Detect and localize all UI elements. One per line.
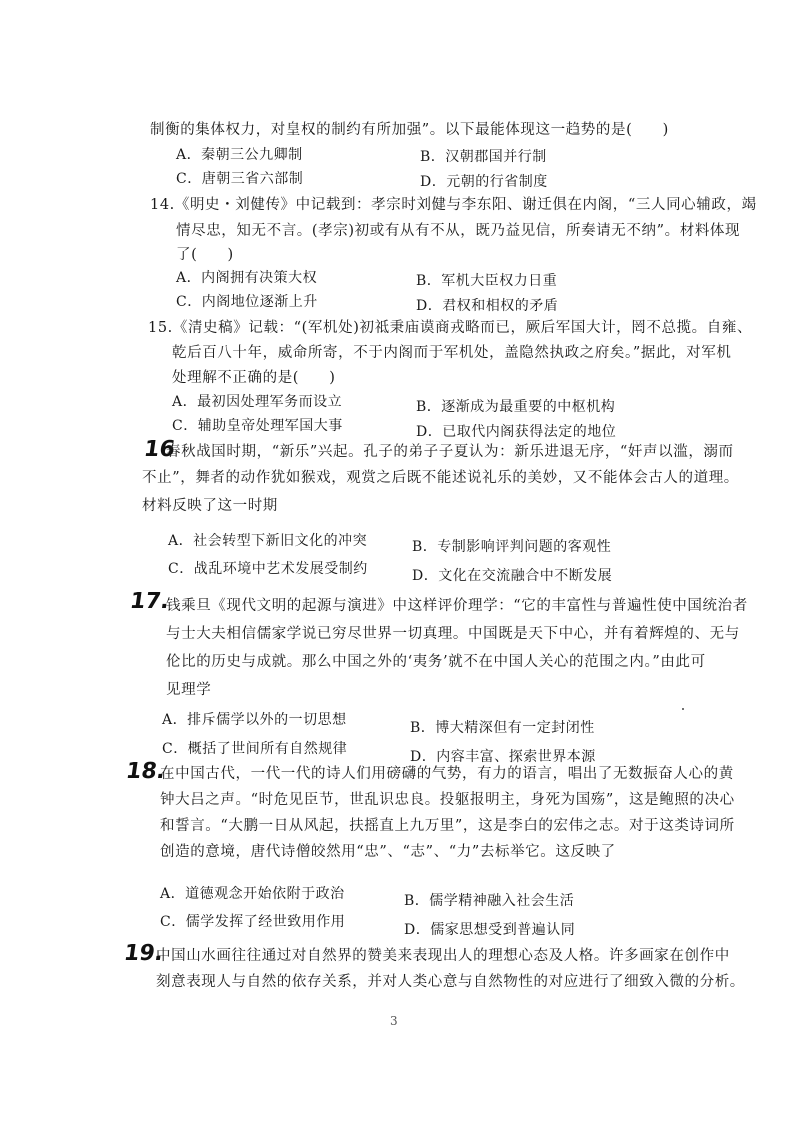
question-17-option-b[interactable]: B．博大精深但有一定封闭性: [410, 720, 595, 736]
question-15-stem-line-2: 乾后百八十年，威命所寄，不于内阁而于军机处，盖隐然执政之府矣。”据此，对军机: [172, 345, 732, 361]
question-18-number-handwritten: 18.: [124, 759, 167, 784]
question-18-stem-line-2: 钟大吕之声。“时危见臣节，世乱识忠良。投躯报明主，身死为国殇”，这是鲍照的决心: [160, 792, 735, 808]
question-18-option-a[interactable]: A．道德观念开始依附于政治: [160, 886, 345, 902]
question-16-number-handwritten: 16: [142, 437, 177, 462]
question-17-stem-line-1: 钱乘旦《现代文明的起源与演进》中这样评价理学：“它的丰富性与普遍性使中国统治者: [166, 598, 748, 614]
question-18-option-c[interactable]: C．儒学发挥了经世致用作用: [160, 914, 346, 930]
question-16-option-d[interactable]: D．文化在交流融合中不断发展: [412, 568, 613, 584]
question-17-stem-line-4: 见理学: [166, 682, 212, 698]
question-17-option-d[interactable]: D．内容丰富、探索世界本源: [410, 749, 596, 765]
question-16-stem-line-1: 春秋战国时期，“新乐”兴起。孔子的弟子子夏认为：新乐进退无序，“奸声以滥，溺而: [166, 444, 734, 460]
question-13-option-a[interactable]: A．秦朝三公九卿制: [176, 147, 303, 163]
question-16-stem-line-2: 不止”，舞者的动作犹如猴戏，观赏之后既不能述说礼乐的美妙，又不能体会古人的道理。: [142, 470, 739, 486]
question-19-number-handwritten: 19.: [122, 941, 165, 966]
question-14-stem-line-2: 情尽忠，知无不言。(孝宗)初或有从有不从，既乃益见信，所奏请无不纳”。材料体现: [176, 223, 741, 239]
question-14-option-c[interactable]: C．内阁地位逐渐上升: [176, 294, 318, 310]
question-16-option-c[interactable]: C．战乱环境中艺术发展受制约: [168, 561, 368, 577]
question-13-stem-line-1: 制衡的集体权力，对皇权的制约有所加强”。以下最能体现这一趋势的是( ): [150, 122, 669, 138]
question-18-stem-line-3: 和誓言。“大鹏一日从风起，扶摇直上九万里”，这是李白的宏伟之志。对于这类诗词所: [160, 818, 735, 834]
question-17-option-a[interactable]: A．排斥儒学以外的一切思想: [162, 712, 347, 728]
scan-speck: [682, 708, 684, 710]
question-13-option-b[interactable]: B．汉朝郡国并行制: [420, 149, 547, 165]
question-17-number-handwritten: 17.: [128, 589, 171, 614]
question-17-stem-line-2: 与士大夫相信儒家学说已穷尽世界一切真理。中国既是天下中心，并有着辉煌的、无与: [166, 626, 740, 642]
question-15-option-a[interactable]: A．最初因处理军务而设立: [172, 394, 343, 410]
question-15-option-d[interactable]: D．已取代内阁获得法定的地位: [416, 424, 617, 440]
question-18-stem-line-1: 在中国古代，一代一代的诗人们用磅礴的气势，有力的语言，唱出了无数振奋人心的黄: [160, 766, 734, 782]
question-19-stem-line-2: 刻意表现人与自然的依存关系，并对人类心意与自然物性的对应进行了细致入微的分析。: [156, 974, 745, 990]
question-14-option-b[interactable]: B．军机大臣权力日重: [416, 273, 558, 289]
question-16-stem-line-3: 材料反映了这一时期: [142, 498, 278, 514]
question-13-option-d[interactable]: D．元朝的行省制度: [420, 174, 548, 190]
question-16-option-a[interactable]: A．社会转型下新旧文化的冲突: [168, 533, 368, 549]
question-17-stem-line-3: 伦比的历史与成就。那么中国之外的‘夷务’就不在中国人关心的范围之内。”由此可: [166, 654, 706, 670]
question-15-stem-line-3: 处理解不正确的是( ): [172, 370, 336, 386]
question-14-option-d[interactable]: D．君权和相权的矛盾: [416, 298, 559, 314]
page-number: 3: [390, 1014, 398, 1028]
question-18-option-d[interactable]: D．儒家思想受到普遍认同: [404, 922, 576, 938]
question-17-option-c[interactable]: C．概括了世间所有自然规律: [162, 741, 348, 757]
question-14-stem-line-3: 了( ): [176, 247, 234, 263]
question-14-stem-line-1: 14.《明史・刘健传》中记载到：孝宗时刘健与李东阳、谢迁俱在内阁，“三人同心辅政，竭: [150, 197, 757, 213]
question-14-option-a[interactable]: A．内阁拥有决策大权: [176, 270, 318, 286]
question-19-stem-line-1: 中国山水画往往通过对自然界的赞美来表现出人的理想心态及人格。许多画家在创作中: [156, 948, 730, 964]
question-15-option-c[interactable]: C．辅助皇帝处理军国大事: [172, 418, 343, 434]
question-18-option-b[interactable]: B．儒学精神融入社会生活: [404, 893, 575, 909]
question-18-stem-line-4: 创造的意境，唐代诗僧皎然用“忠”、“志”、“力”去标举它。这反映了: [160, 844, 616, 860]
question-13-option-c[interactable]: C．唐朝三省六部制: [176, 171, 304, 187]
question-16-option-b[interactable]: B．专制影响评判问题的客观性: [412, 539, 612, 555]
question-15-option-b[interactable]: B．逐渐成为最重要的中枢机构: [416, 399, 616, 415]
question-15-stem-line-1: 15.《清史稿》记载：“(军机处)初祗秉庙谟商戎略而已，厥后军国大计，罔不总揽。自雍、: [148, 320, 753, 336]
